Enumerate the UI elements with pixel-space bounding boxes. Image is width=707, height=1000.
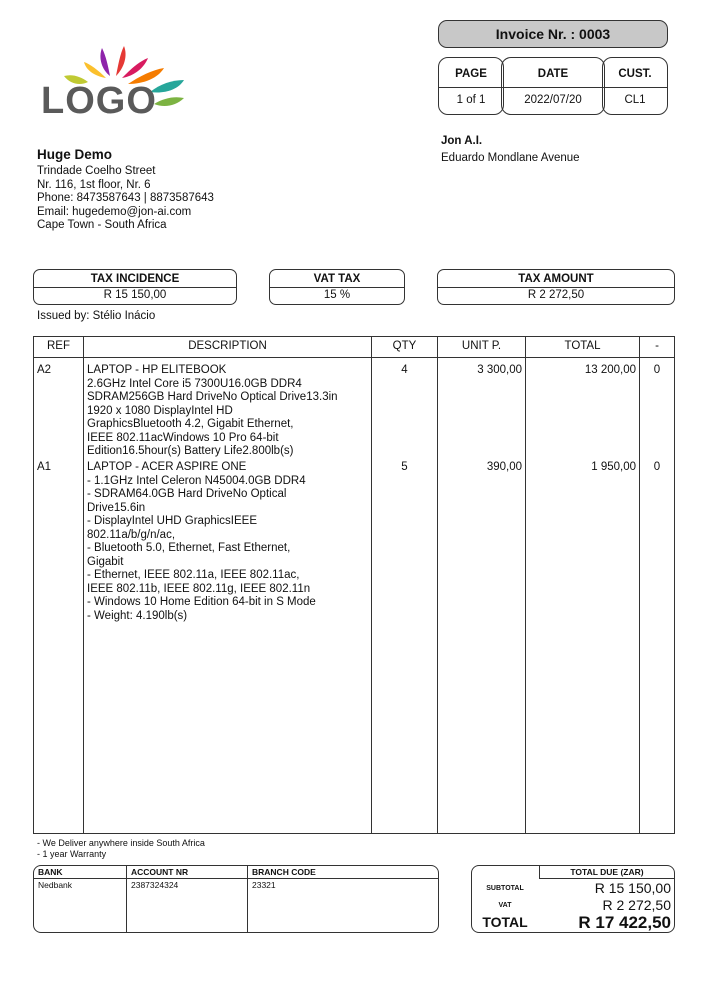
total-label: TOTAL	[482, 914, 528, 930]
customer-name: Jon A.I.	[441, 135, 483, 147]
company-logo	[38, 40, 188, 120]
description-line: - Weight: 4.190lb(s)	[87, 609, 188, 622]
bank-header-divider	[34, 878, 438, 879]
customer-code-box	[602, 57, 668, 115]
date-box	[501, 57, 605, 115]
row-description	[87, 461, 369, 623]
subtotal-value: R 15 150,00	[594, 880, 671, 896]
vat-tax-label: VAT TAX	[270, 270, 404, 288]
vat-value: R 2 272,50	[602, 897, 671, 913]
totals-box	[471, 865, 675, 933]
row-discount: 0	[653, 461, 661, 473]
tax-amount-box	[437, 269, 675, 305]
description-line: - 1.1GHz Intel Celeron N45004.0GB DDR4	[87, 474, 306, 487]
row-discount: 0	[653, 364, 661, 376]
totals-header-divider	[539, 878, 674, 879]
description-line: IEEE 802.11b, IEEE 802.11g, IEEE 802.11n	[87, 582, 311, 595]
tax-incidence-box	[33, 269, 237, 305]
bank-header: BANK	[38, 867, 63, 877]
description-line: - Ethernet, IEEE 802.11a, IEEE 802.11ac,	[87, 569, 300, 581]
description-line: SDRAM256GB Hard DriveNo Optical Drive13.3in	[87, 391, 338, 403]
customer-code-value: CL1	[624, 94, 646, 106]
company-phone: Phone: 8473587643 | 8873587643	[37, 192, 214, 204]
tax-amount-value: R 2 272,50	[527, 289, 585, 301]
bank-details-table	[33, 865, 439, 933]
description-line: LAPTOP - ACER ASPIRE ONE	[87, 461, 247, 473]
customer-address: Eduardo Mondlane Avenue	[441, 152, 580, 164]
tax-amount-label: TAX AMOUNT	[438, 270, 674, 288]
header-unit-price: UNIT P.	[461, 340, 502, 352]
description-line: IEEE 802.11acWindows 10 Pro 64-bit	[87, 431, 279, 444]
header-qty: QTY	[392, 340, 417, 352]
column-divider	[639, 337, 640, 833]
column-divider	[437, 337, 438, 833]
description-line: GraphicsBluetooth 4.2, Gigabit Ethernet,	[87, 418, 294, 430]
items-table	[33, 336, 675, 834]
description-line: - SDRAM64.0GB Hard DriveNo Optical	[87, 488, 287, 500]
company-city: Cape Town - South Africa	[37, 219, 167, 231]
row-total: 13 200,00	[584, 364, 636, 376]
row-total: 1 950,00	[591, 461, 636, 473]
bank-name: Nedbank	[38, 880, 73, 890]
description-line: 2.6GHz Intel Core i5 7300U16.0GB DDR4	[87, 377, 302, 390]
page-value: 1 of 1	[456, 94, 486, 106]
description-line: Gigabit	[87, 555, 124, 568]
vat-tax-box	[269, 269, 405, 305]
company-name: Huge Demo	[37, 147, 113, 162]
row-unit-price: 390,00	[486, 461, 522, 473]
date-value: 2022/07/20	[524, 94, 582, 106]
header-description: DESCRIPTION	[188, 340, 267, 352]
header-total: TOTAL	[564, 340, 601, 352]
company-address-line: Trindade Coelho Street	[37, 165, 156, 177]
column-divider	[83, 337, 84, 833]
page-box	[438, 57, 504, 115]
branch-code: 23321	[252, 880, 276, 890]
tax-incidence-value: R 15 150,00	[103, 289, 167, 301]
table-header-divider	[34, 357, 674, 358]
total-value: R 17 422,50	[578, 913, 671, 932]
header-ref: REF	[47, 340, 70, 352]
row-qty: 4	[401, 364, 408, 376]
date-label: DATE	[502, 58, 604, 88]
description-line: LAPTOP - HP ELITEBOOK	[87, 364, 227, 376]
petal-green	[154, 97, 184, 106]
vat-label: VAT	[498, 902, 512, 909]
logo-text: LOGO	[41, 80, 157, 122]
column-divider	[525, 337, 526, 833]
description-line: 802.11a/b/g/n/ac,	[87, 528, 176, 541]
header-discount: -	[655, 340, 659, 352]
row-ref: A1	[37, 461, 52, 473]
description-line: - Windows 10 Home Edition 64-bit in S Mode	[87, 596, 316, 608]
customer-code-label: CUST.	[603, 58, 667, 88]
account-header: ACCOUNT NR	[131, 867, 189, 877]
row-ref: A2	[37, 364, 52, 376]
vat-tax-value: 15 %	[323, 289, 351, 301]
description-line: - DisplayIntel UHD GraphicsIEEE	[87, 515, 257, 527]
note-warranty: - 1 year Warranty	[37, 849, 107, 859]
branch-header: BRANCH CODE	[252, 867, 316, 877]
row-unit-price: 3 300,00	[477, 364, 522, 376]
petal-purple	[100, 48, 110, 76]
petal-red	[116, 46, 126, 76]
subtotal-label: SUBTOTAL	[486, 885, 524, 892]
issued-by: Issued by: Stélio Inácio	[37, 310, 156, 322]
description-line: Edition16.5hour(s) Battery Life2.800lb(s)	[87, 445, 294, 457]
column-divider	[371, 337, 372, 833]
company-email: Email: hugedemo@jon-ai.com	[37, 205, 192, 218]
row-description	[87, 364, 369, 459]
account-number: 2387324324	[131, 880, 179, 890]
page-label: PAGE	[439, 58, 503, 88]
row-qty: 5	[401, 461, 408, 473]
note-delivery: - We Deliver anywhere inside South Africa	[37, 838, 205, 848]
total-due-header: TOTAL DUE (ZAR)	[570, 867, 644, 877]
tax-incidence-label: TAX INCIDENCE	[34, 270, 236, 288]
description-line: Drive15.6in	[87, 501, 146, 514]
description-line: - Bluetooth 5.0, Ethernet, Fast Ethernet,	[87, 542, 291, 554]
description-line: 1920 x 1080 DisplayIntel HD	[87, 404, 233, 417]
invoice-title: Invoice Nr. : 0003	[438, 20, 668, 48]
company-address-line: Nr. 116, 1st floor, Nr. 6	[37, 178, 151, 191]
